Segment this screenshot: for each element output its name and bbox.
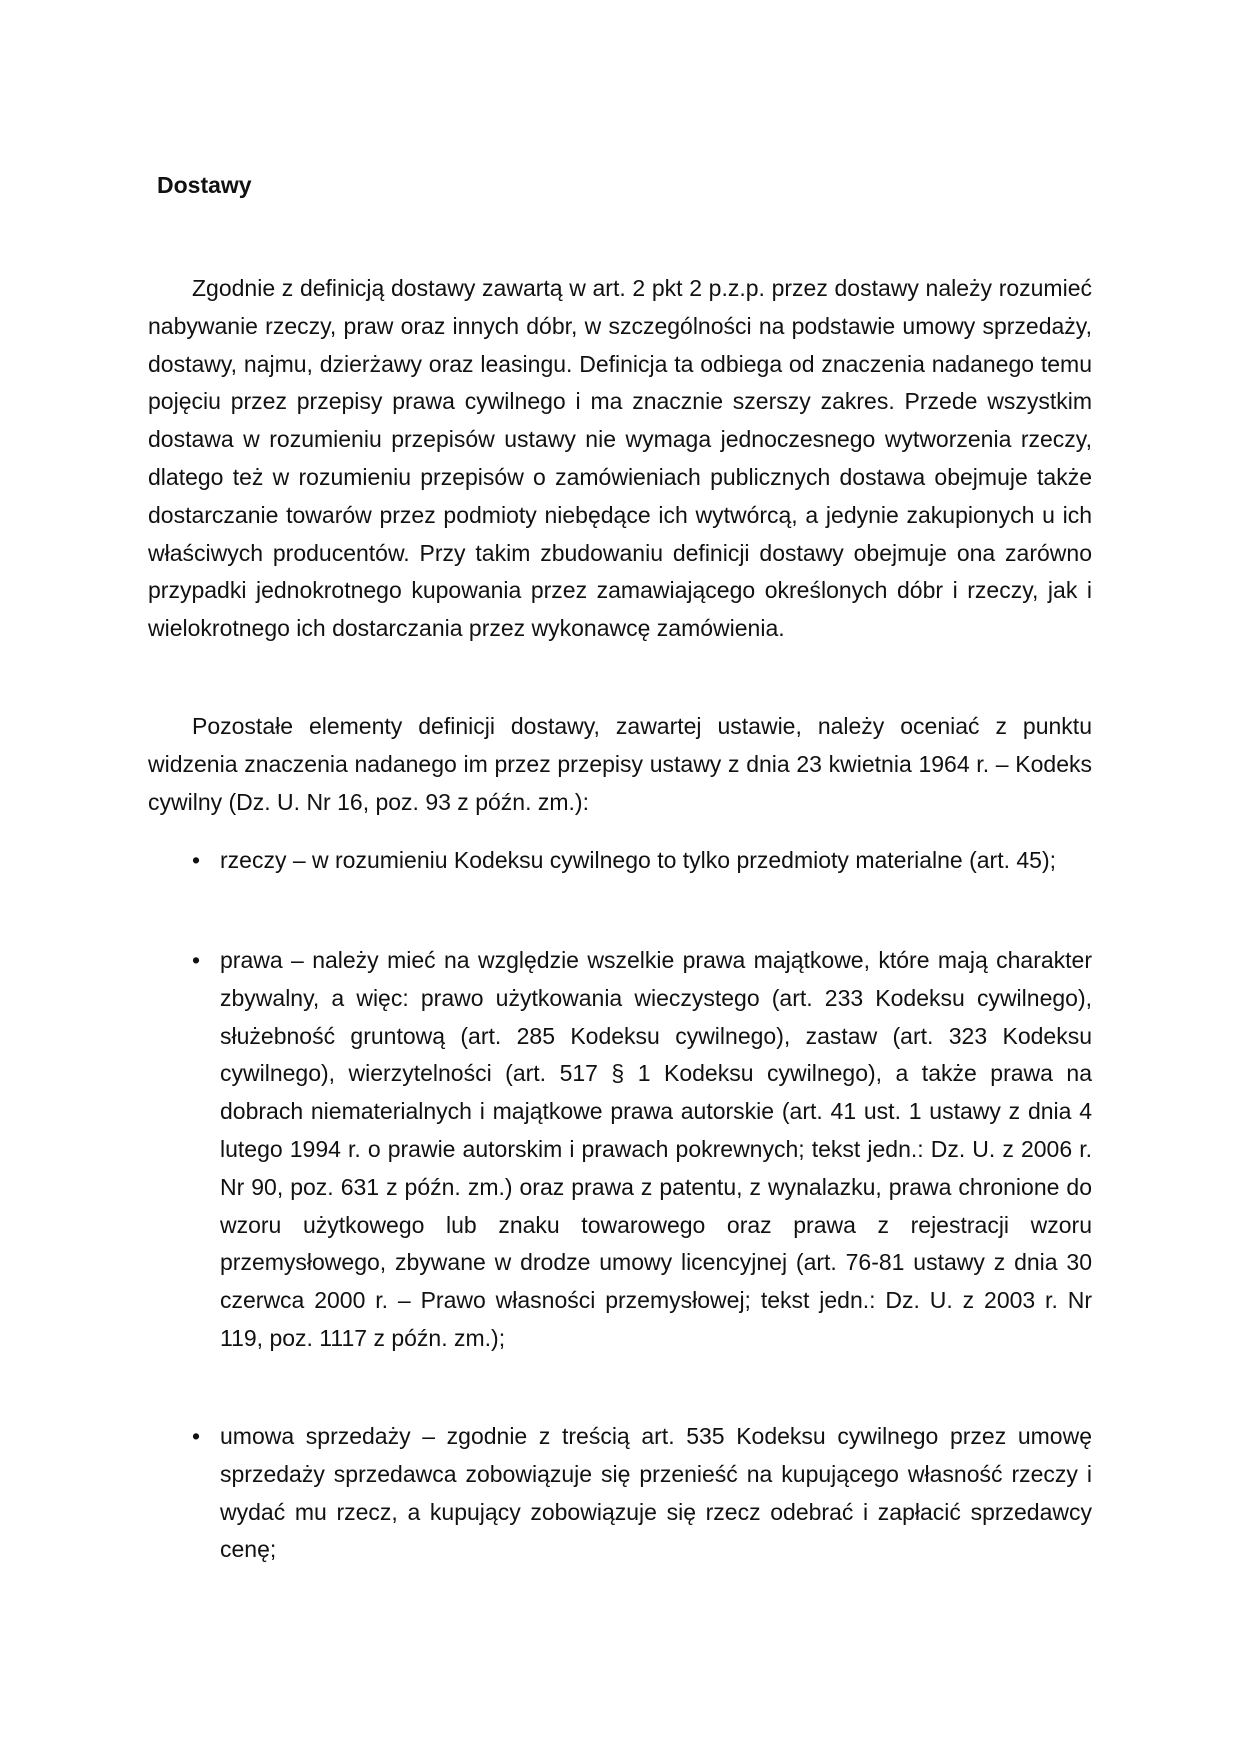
bullet-marker: • [192, 1423, 201, 1449]
paragraph-definition: Zgodnie z definicją dostawy zawartą w art. 2 pkt 2 p.z.p. przez dostawy należy rozumieć nabywanie rzeczy, praw oraz innych dóbr, w szczególności na podstawie umowy sprzedaży, dostawy, najmu, dzierżawy oraz leasingu. Definicja ta odbiega od znaczenia nadanego temu pojęciu przez przepisy prawa cywilnego i ma znacznie szerszy zakres. Przede wszystkim dostawa w rozumieniu przepisów ustawy nie wymaga jednoczesnego wytworzenia rzeczy, dlatego też w rozumieniu przepisów o zamówieniach publicznych dostawa obejmuje także dostarczanie towarów przez podmioty niebędące ich wytwórcą, a jedynie zakupionych u ich właściwych producentów. Przy takim zbudowaniu definicji dostawy obejmuje ona zarówno przypadki jednokrotnego kupowania przez zamawiającego określonych dóbr i rzeczy, jak i wielokrotnego ich dostarczania przez wykonawcę zamówienia. [148, 275, 1092, 642]
list-item-text: rzeczy – w rozumieniu Kodeksu cywilnego to tylko przedmioty materialne (art. 45); [220, 847, 1057, 873]
list-item-umowa-sprzedazy [148, 1418, 1092, 1569]
list-item-prawa [148, 942, 1092, 1358]
list-item-rzeczy [148, 842, 1092, 880]
document-heading: Dostawy [157, 172, 252, 198]
list-item-text: prawa – należy mieć na względzie wszelkie prawa majątkowe, które mają charakter zbywalny, a więc: prawo użytkowania wieczystego (art. 233 Kodeksu cywilnego), służebność gruntową (art. 285 Kodeksu cywilnego), zastaw (art. 323 Kodeksu cywilnego), wierzytelności (art. 517 § 1 Kodeksu cywilnego), a także prawa na dobrach niematerialnych i majątkowe prawa autorskie (art. 41 ust. 1 ustawy z dnia 4 lutego 1994 r. o prawie autorskim i prawach pokrewnych; tekst jedn.: Dz. U. z 2006 r. Nr 90, poz. 631 z późn. zm.) oraz prawa z patentu, z wynalazku, prawa chronione do wzoru użytkowego lub znaku towarowego oraz prawa z rejestracji wzoru przemysłowego, zbywane w drodze umowy licencyjnej (art. 76-81 ustawy z dnia 30 czerwca 2000 r. – Prawo własności przemysłowej; tekst jedn.: Dz. U. z 2003 r. Nr 119, poz. 1117 z późn. zm.); [220, 947, 1092, 1351]
list-item-text: umowa sprzedaży – zgodnie z treścią art. 535 Kodeksu cywilnego przez umowę sprzedaży sprzedawca zobowiązuje się przenieść na kupującego własność rzeczy i wydać mu rzecz, a kupujący zobowiązuje się rzecz odebrać i zapłacić sprzedawcy cenę; [220, 1423, 1092, 1563]
bullet-marker: • [192, 947, 201, 973]
bullet-marker: • [192, 847, 201, 873]
paragraph-elements: Pozostałe elementy definicji dostawy, zawartej ustawie, należy oceniać z punktu widzenia znaczenia nadanego im przez przepisy ustawy z dnia 23 kwietnia 1964 r. – Kodeks cywilny (Dz. U. Nr 16, poz. 93 z późn. zm.): [148, 713, 1092, 815]
